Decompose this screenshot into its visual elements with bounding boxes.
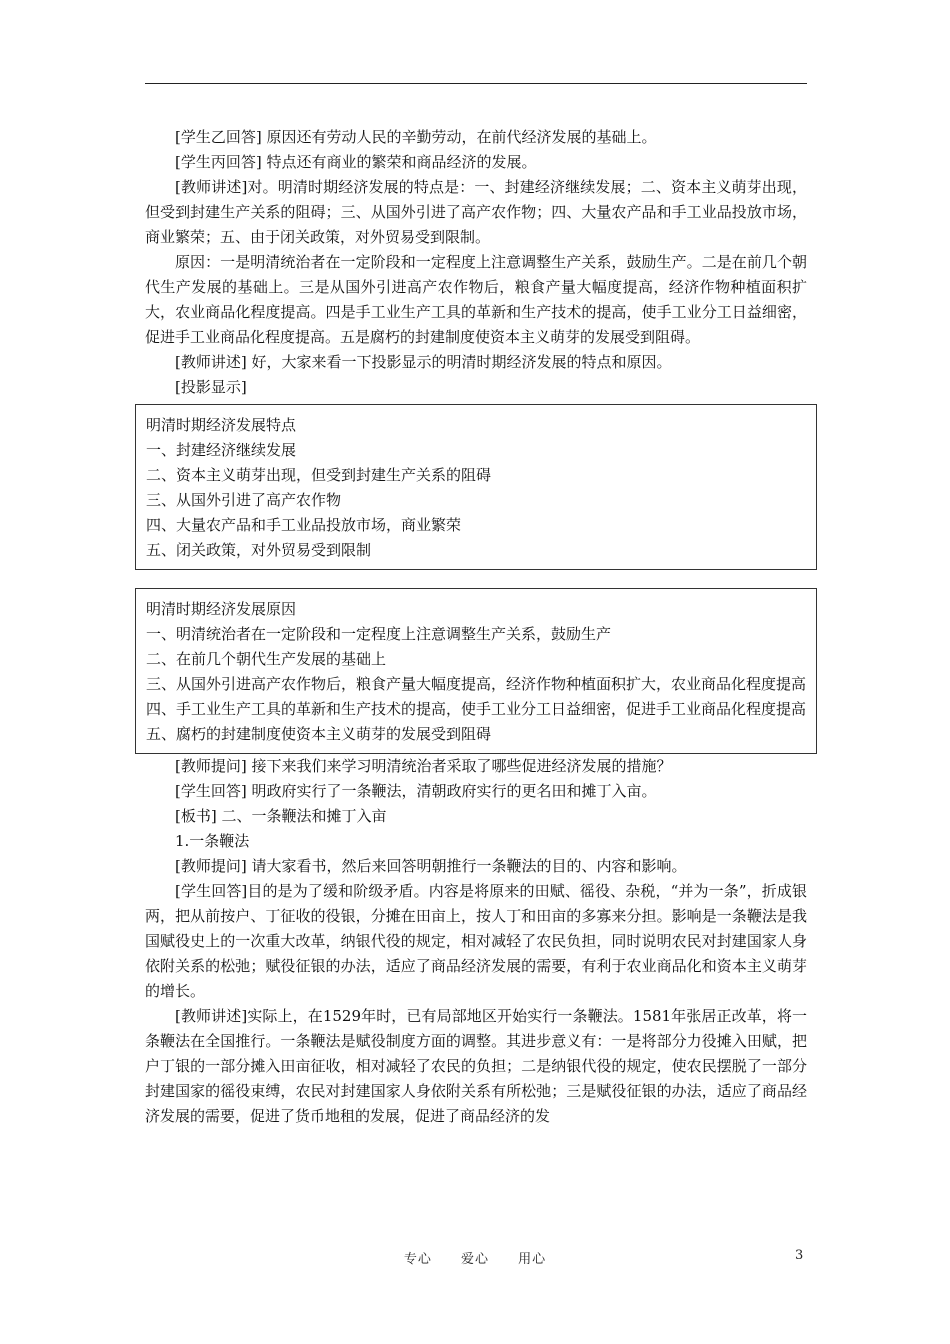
footer-word: 爱心 bbox=[460, 1252, 489, 1267]
reasons-box-item: 二、在前几个朝代生产发展的基础上 bbox=[146, 650, 387, 668]
paragraph: [教师讲述] 好，大家来看一下投影显示的明清时期经济发展的特点和原因。 bbox=[175, 353, 672, 371]
footer-word: 用心 bbox=[518, 1252, 547, 1267]
footer-word: 专心 bbox=[403, 1252, 432, 1267]
features-box-item: 三、从国外引进了高产农作物 bbox=[146, 491, 342, 509]
paragraph: [学生乙回答] 原因还有劳动人民的辛勤劳动，在前代经济发展的基础上。 bbox=[175, 128, 657, 146]
page-body bbox=[145, 125, 807, 1129]
paragraph: 原因：一是明清统治者在一定阶段和一定程度上注意调整生产关系，鼓励生产。二是在前几个朝代生产发展的基础上。三是从国外引进高产农作物后，粮食产量大幅度提高，经济作物种植面积扩大，农业商品化程度提高。四是手工业生产工具的革新和生产技术的提高，使手工业分工日益细密，促进手工业商品化程度提高。五是腐朽的封建制度使资本主义萌芽的发展受到阻碍。 bbox=[145, 253, 807, 346]
paragraph: [教师讲述]实际上，在1529年时，已有局部地区开始实行一条鞭法。1581年张居正改革，将一条鞭法在全国推行。一条鞭法是赋役制度方面的调整。其进步意义有：一是将部分力役摊入田赋，把户丁银的一部分摊入田亩征收，相对减轻了农民的负担；二是纳银代役的规定，使农民摆脱了一部分封建国家的徭役束缚，农民对封建国家人身依附关系有所松弛；三是赋役征银的办法，适应了商品经济发展的需要，促进了货币地租的发展，促进了商品经济的发 bbox=[145, 1007, 807, 1125]
features-box-item: 五、闭关政策，对外贸易受到限制 bbox=[146, 541, 372, 559]
reasons-box-title: 明清时期经济发展原因 bbox=[146, 600, 297, 618]
page-number: 3 bbox=[795, 1248, 804, 1263]
paragraph: [教师提问] 接下来我们来学习明清统治者采取了哪些促进经济发展的措施？ bbox=[175, 757, 672, 775]
features-box-item: 二、资本主义萌芽出现，但受到封建生产关系的阻碍 bbox=[146, 466, 492, 484]
features-box-title: 明清时期经济发展特点 bbox=[146, 416, 297, 434]
paragraph: [学生丙回答] 特点还有商业的繁荣和商品经济的发展。 bbox=[175, 153, 537, 171]
features-box-item: 一、封建经济继续发展 bbox=[146, 441, 297, 459]
paragraph: [教师提问] 请大家看书，然后来回答明朝推行一条鞭法的目的、内容和影响。 bbox=[175, 857, 687, 875]
reasons-box bbox=[135, 588, 817, 754]
reasons-box-item: 五、腐朽的封建制度使资本主义萌芽的发展受到阻碍 bbox=[146, 725, 492, 743]
paragraph: [投影显示] bbox=[175, 378, 247, 396]
paragraph: [学生回答]目的是为了缓和阶级矛盾。内容是将原来的田赋、徭役、杂税，“并为一条”，折成银两，把从前按户、丁征收的役银，分摊在田亩上，按人丁和田亩的多寡来分担。影响是一条鞭法是我国赋役史上的一次重大改革，纳银代役的规定，相对减轻了农民负担，同时说明农民对封建国家人身依附关系的松弛；赋役征银的办法，适应了商品经济发展的需要，有利于农业商品化和资本主义萌芽的增长。 bbox=[145, 882, 807, 1000]
paragraph: [教师讲述]对。明清时期经济发展的特点是：一、封建经济继续发展；二、资本主义萌芽出现，但受到封建生产关系的阻碍；三、从国外引进了高产农作物；四、大量农产品和手工业品投放市场，商业繁荣；五、由于闭关政策，对外贸易受到限制。 bbox=[145, 178, 807, 246]
footer-motto bbox=[0, 1248, 950, 1267]
paragraph: [学生回答] 明政府实行了一条鞭法，清朝政府实行的更名田和摊丁入亩。 bbox=[175, 782, 657, 800]
features-box bbox=[135, 404, 817, 570]
features-box-item: 四、大量农产品和手工业品投放市场，商业繁荣 bbox=[146, 516, 462, 534]
paragraph: 1.一条鞭法 bbox=[175, 832, 250, 850]
reasons-box-item: 三、从国外引进高产农作物后，粮食产量大幅度提高，经济作物种植面积扩大，农业商品化程度提高 bbox=[146, 675, 807, 693]
reasons-box-item: 四、手工业生产工具的革新和生产技术的提高，使手工业分工日益细密，促进手工业商品化程度提高 bbox=[146, 700, 807, 718]
paragraph: [板书] 二、一条鞭法和摊丁入亩 bbox=[175, 807, 387, 825]
reasons-box-item: 一、明清统治者在一定阶段和一定程度上注意调整生产关系，鼓励生产 bbox=[146, 625, 612, 643]
header-rule bbox=[145, 83, 807, 84]
